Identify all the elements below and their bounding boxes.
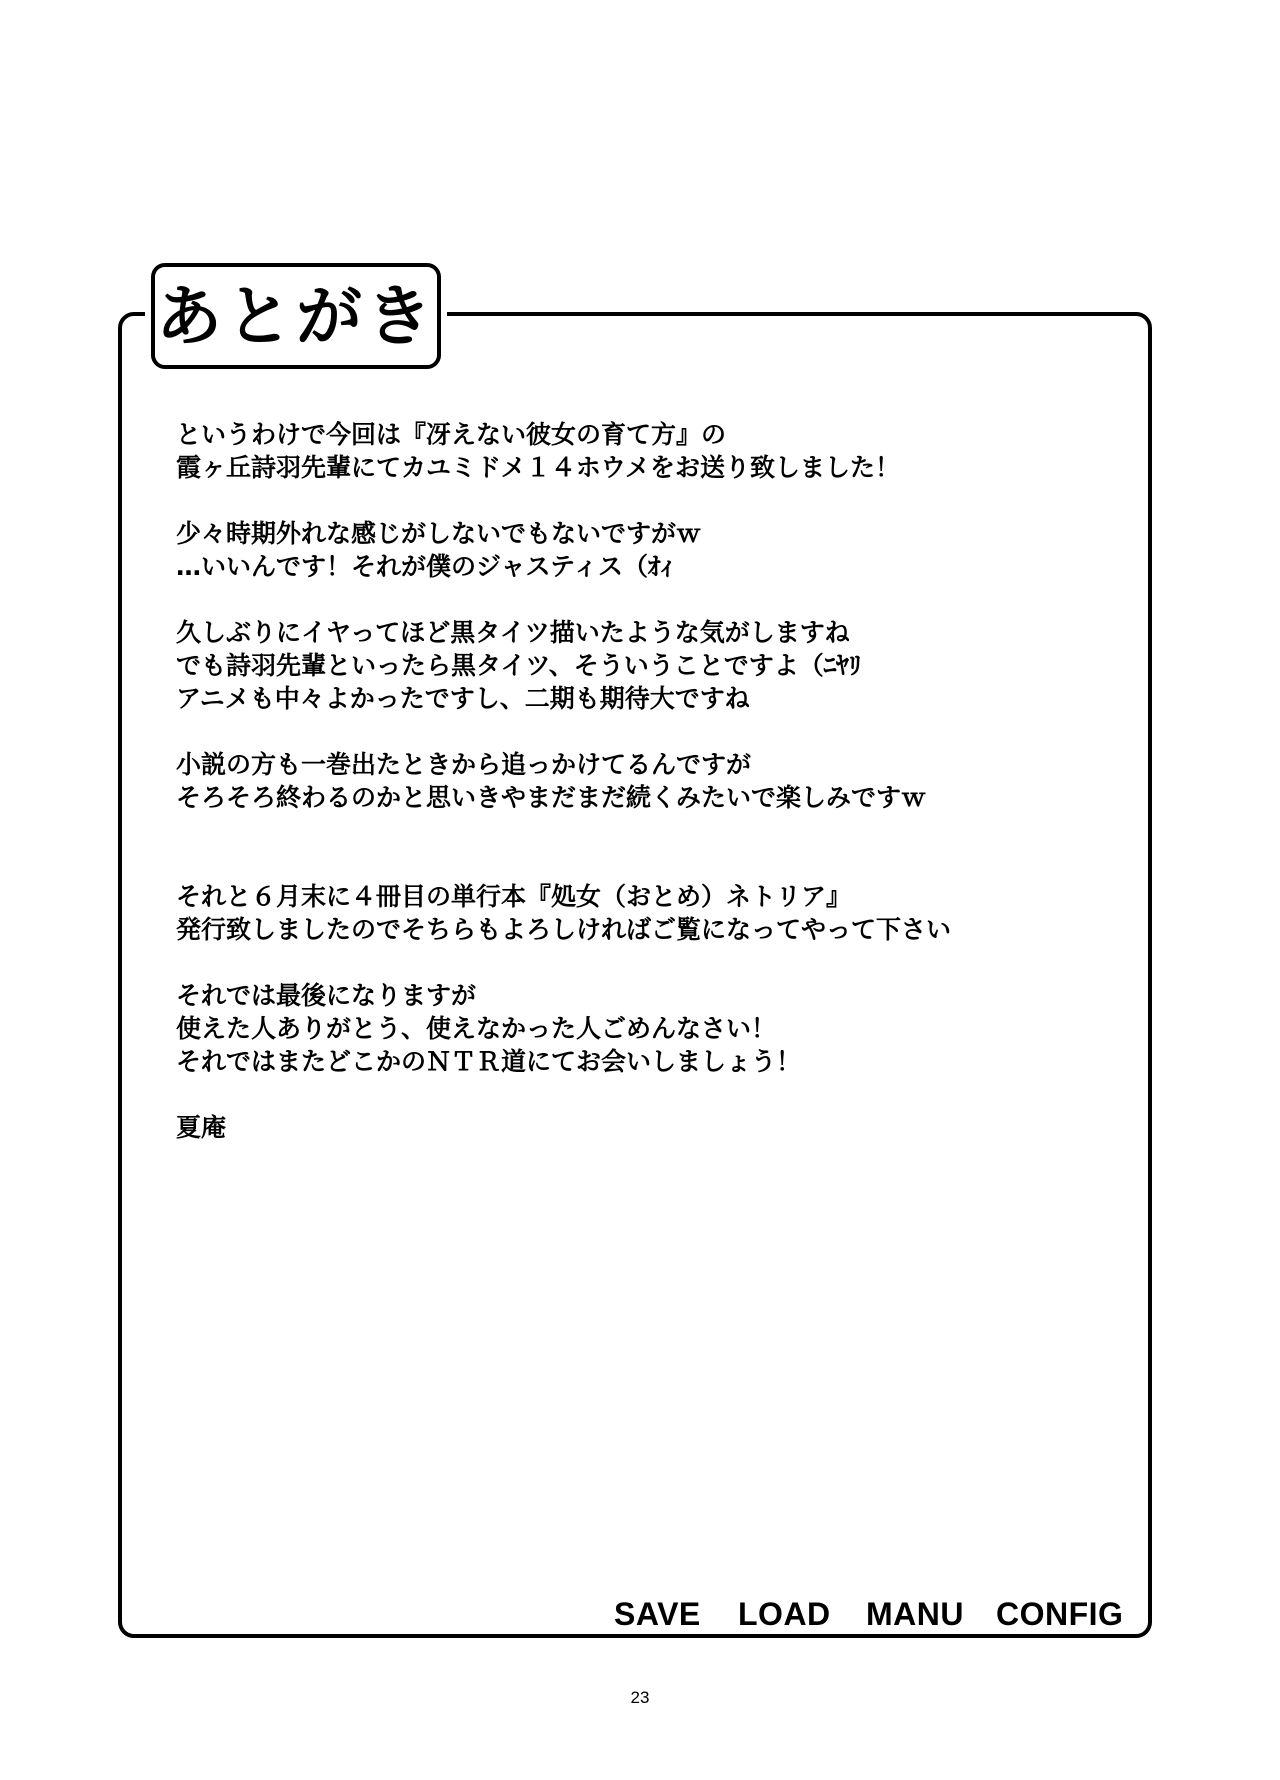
page-title: あとがき <box>156 277 436 355</box>
paragraph-novel <box>176 748 1096 814</box>
text-line: 少々時期外れな感じがしないでもないですがｗ <box>176 519 702 548</box>
text-line: そろそろ終わるのかと思いきやまだまだ続くみたいで楽しみですｗ <box>176 783 927 812</box>
text-line: それではまたどこかのＮＴＲ道にてお会いしましょう！ <box>176 1047 802 1076</box>
text-line: アニメも中々よかったですし、二期も期待大ですね <box>176 684 750 713</box>
afterword-body <box>176 418 1096 1177</box>
text-line: 久しぶりにイヤってほど黒タイツ描いたような気がしますね <box>176 618 850 647</box>
author-signature: 夏庵 <box>176 1113 227 1142</box>
manu-button[interactable]: MANU <box>866 1596 964 1632</box>
page-number: 23 <box>630 1688 650 1707</box>
text-line: …いいんです！それが僕のジャスティス（ｵｨ <box>176 552 674 581</box>
load-button[interactable]: LOAD <box>738 1596 831 1632</box>
game-menu <box>614 1596 1134 1636</box>
text-line: 発行致しましたのでそちらもよろしければご覧になってやって下さい <box>176 915 952 944</box>
config-button[interactable]: CONFIG <box>996 1596 1124 1632</box>
text-line: 小説の方も一巻出たときから追っかけてるんですが <box>176 750 752 779</box>
text-line: 使えた人ありがとう、使えなかった人ごめんなさい！ <box>176 1014 777 1043</box>
paragraph-book <box>176 880 1096 946</box>
paragraph-signature <box>176 1111 1096 1144</box>
title-box <box>151 263 441 369</box>
text-line: それでは最後になりますが <box>176 981 477 1010</box>
paragraph-closing <box>176 979 1096 1078</box>
text-line: というわけで今回は『冴えない彼女の育て方』の <box>176 420 727 449</box>
text-line: それと６月末に４冊目の単行本『処女（おとめ）ネトリア』 <box>176 882 852 911</box>
paragraph-intro <box>176 418 1096 484</box>
text-line: でも詩羽先輩といったら黒タイツ、そういうことですよ（ﾆﾔﾘ <box>176 651 862 680</box>
paragraph-timing <box>176 517 1096 583</box>
paragraph-tights <box>176 616 1096 715</box>
text-line: 霞ヶ丘詩羽先輩にてカユミドメ１４ホウメをお送り致しました！ <box>176 453 901 482</box>
save-button[interactable]: SAVE <box>614 1596 701 1632</box>
